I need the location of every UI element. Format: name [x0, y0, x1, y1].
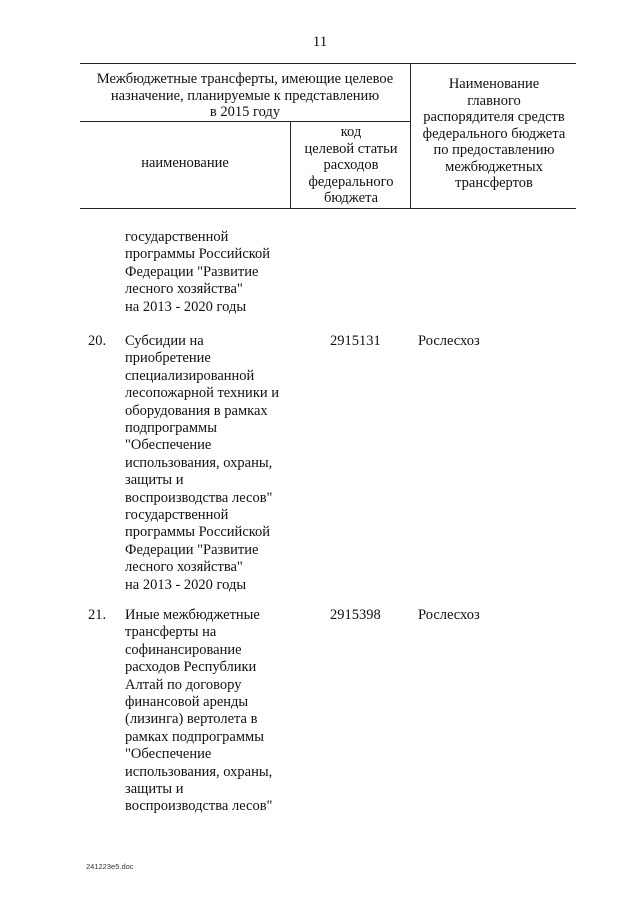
- description-line: расходов Республики: [125, 659, 257, 676]
- header-subdivider: [80, 121, 410, 122]
- description-line: Алтай по договору: [125, 676, 242, 693]
- header-col-code-line: целевой статьи: [304, 140, 398, 157]
- header-col-code-line: расходов: [323, 157, 379, 173]
- header-distributor-line: распорядителя средств: [423, 109, 565, 125]
- header-bottom-rule: [80, 208, 576, 209]
- description-line: софинансирование: [125, 641, 242, 658]
- header-distributor-line: по предоставлению: [433, 142, 555, 158]
- header-group-title: [80, 71, 410, 121]
- description-line: программы Российской: [125, 524, 271, 541]
- description-line: государственной: [125, 229, 229, 245]
- description-line: Субсидии на: [125, 333, 204, 349]
- description-line: оборудования в рамках: [125, 402, 268, 419]
- row-number: 20.: [88, 333, 107, 349]
- description-line: (лизинга) вертолета в: [125, 711, 258, 728]
- header-group-title-line: назначение, планируемые к представлению: [110, 87, 380, 104]
- continuation-description: [125, 229, 325, 316]
- header-top-rule: [80, 63, 576, 64]
- description-line: подпрограммы: [125, 420, 217, 437]
- description-line: использования, охраны,: [125, 454, 273, 471]
- header-distributor-line: межбюджетных: [445, 158, 543, 175]
- description-line: Иные межбюджетные: [125, 607, 260, 623]
- header-distributor: [412, 76, 576, 192]
- description-line: на 2013 - 2020 годы: [125, 298, 247, 315]
- description-line: "Обеспечение: [125, 746, 212, 763]
- description-line: Федерации "Развитие: [125, 263, 259, 280]
- header-group-title-line: в 2015 году: [209, 104, 281, 120]
- description-line: лесного хозяйства": [125, 281, 243, 298]
- header-col-code-line: бюджета: [323, 190, 379, 206]
- row-agency: Рослесхоз: [418, 333, 480, 349]
- page-number: 11: [312, 34, 328, 50]
- header-col-code: [292, 124, 410, 207]
- header-group-title-line: Межбюджетные трансферты, имеющие целевое: [96, 71, 394, 87]
- description-line: Федерации "Развитие: [125, 541, 259, 558]
- description-line: финансовой аренды: [125, 694, 249, 711]
- header-distributor-line: Наименование: [448, 76, 540, 92]
- header-distributor-line: главного: [467, 92, 521, 109]
- description-line: на 2013 - 2020 годы: [125, 576, 247, 593]
- description-line: программы Российской: [125, 246, 271, 263]
- description-line: лесопожарной техники и: [125, 385, 280, 402]
- description-line: специализированной: [125, 367, 255, 384]
- header-code-divider: [290, 122, 291, 209]
- description-line: использования, охраны,: [125, 763, 273, 780]
- header-divider-vertical: [410, 63, 411, 209]
- description-line: лесного хозяйства": [125, 559, 243, 576]
- header-col-name: наименование: [141, 155, 229, 171]
- header-distributor-line: трансфертов: [455, 175, 533, 191]
- table-header: [80, 63, 576, 209]
- description-line: государственной: [125, 507, 229, 524]
- description-line: воспроизводства лесов": [125, 798, 273, 815]
- description-line: воспроизводства лесов": [125, 489, 273, 506]
- description-line: приобретение: [125, 350, 211, 367]
- row-agency: Рослесхоз: [418, 607, 480, 623]
- document-footer-code: 241223e5.doc: [86, 862, 134, 871]
- row-description: [125, 607, 325, 816]
- header-distributor-line: федерального бюджета: [422, 125, 566, 142]
- description-line: защиты и: [125, 472, 184, 489]
- header-col-code-line: код: [340, 124, 362, 140]
- row-code: 2915131: [330, 333, 381, 349]
- description-line: рамках подпрограммы: [125, 728, 264, 745]
- row-code: 2915398: [330, 607, 381, 623]
- header-col-code-line: федерального: [308, 173, 394, 190]
- row-description: [125, 333, 325, 594]
- row-number: 21.: [88, 607, 107, 623]
- description-line: "Обеспечение: [125, 437, 212, 454]
- description-line: трансферты на: [125, 624, 217, 641]
- description-line: защиты и: [125, 781, 184, 798]
